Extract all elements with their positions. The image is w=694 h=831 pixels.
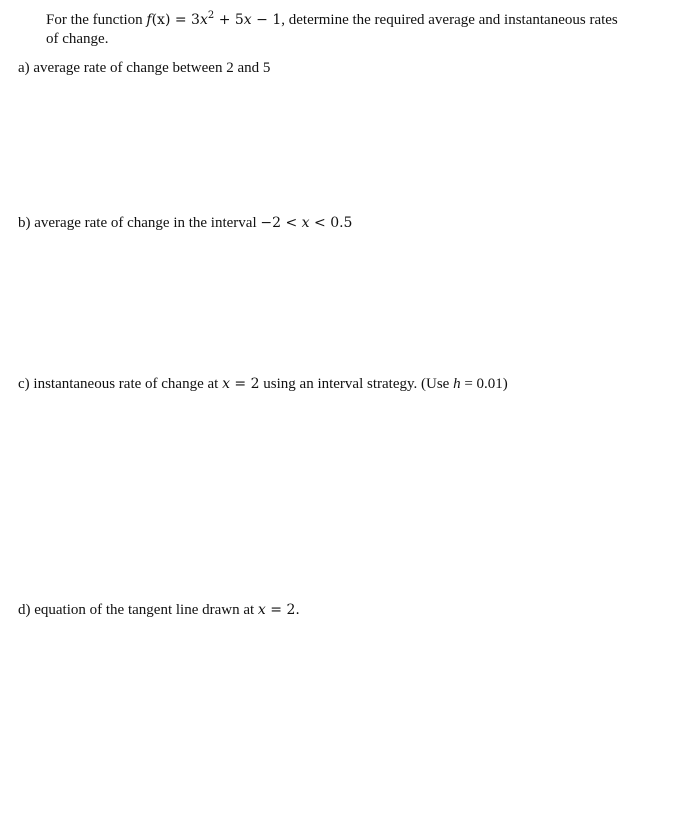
question-b <box>18 214 352 232</box>
question-a-label: a) average rate of change between 2 and 5 <box>18 60 271 76</box>
question-c-point: x = 2 <box>222 376 260 392</box>
question-c-label-b: using an interval strategy. (Use <box>259 376 454 392</box>
intro-text-b: , determine the required average and instantaneous rates <box>281 12 618 28</box>
intro-text-c: of change. <box>46 31 109 47</box>
intro-text-a: For the function <box>46 12 147 28</box>
question-d-point: x = 2. <box>257 602 300 618</box>
question-c-h-var: h <box>453 376 461 392</box>
problem-intro-line-2 <box>46 30 108 48</box>
question-b-label: b) average rate of change in the interval <box>18 215 261 231</box>
question-b-interval: −2 < x < 0.5 <box>260 215 353 231</box>
question-c <box>18 375 508 393</box>
problem-intro-line-1 <box>46 11 618 29</box>
question-c-h-value: = 0.01) <box>460 376 508 392</box>
question-d-label: d) equation of the tangent line drawn at <box>18 602 258 618</box>
function-expression: $f(x) = 3x^2 + 5x - 1$ <box>146 10 282 28</box>
question-d <box>18 601 300 619</box>
question-c-label: c) instantaneous rate of change at <box>18 376 223 392</box>
question-a <box>18 59 270 77</box>
